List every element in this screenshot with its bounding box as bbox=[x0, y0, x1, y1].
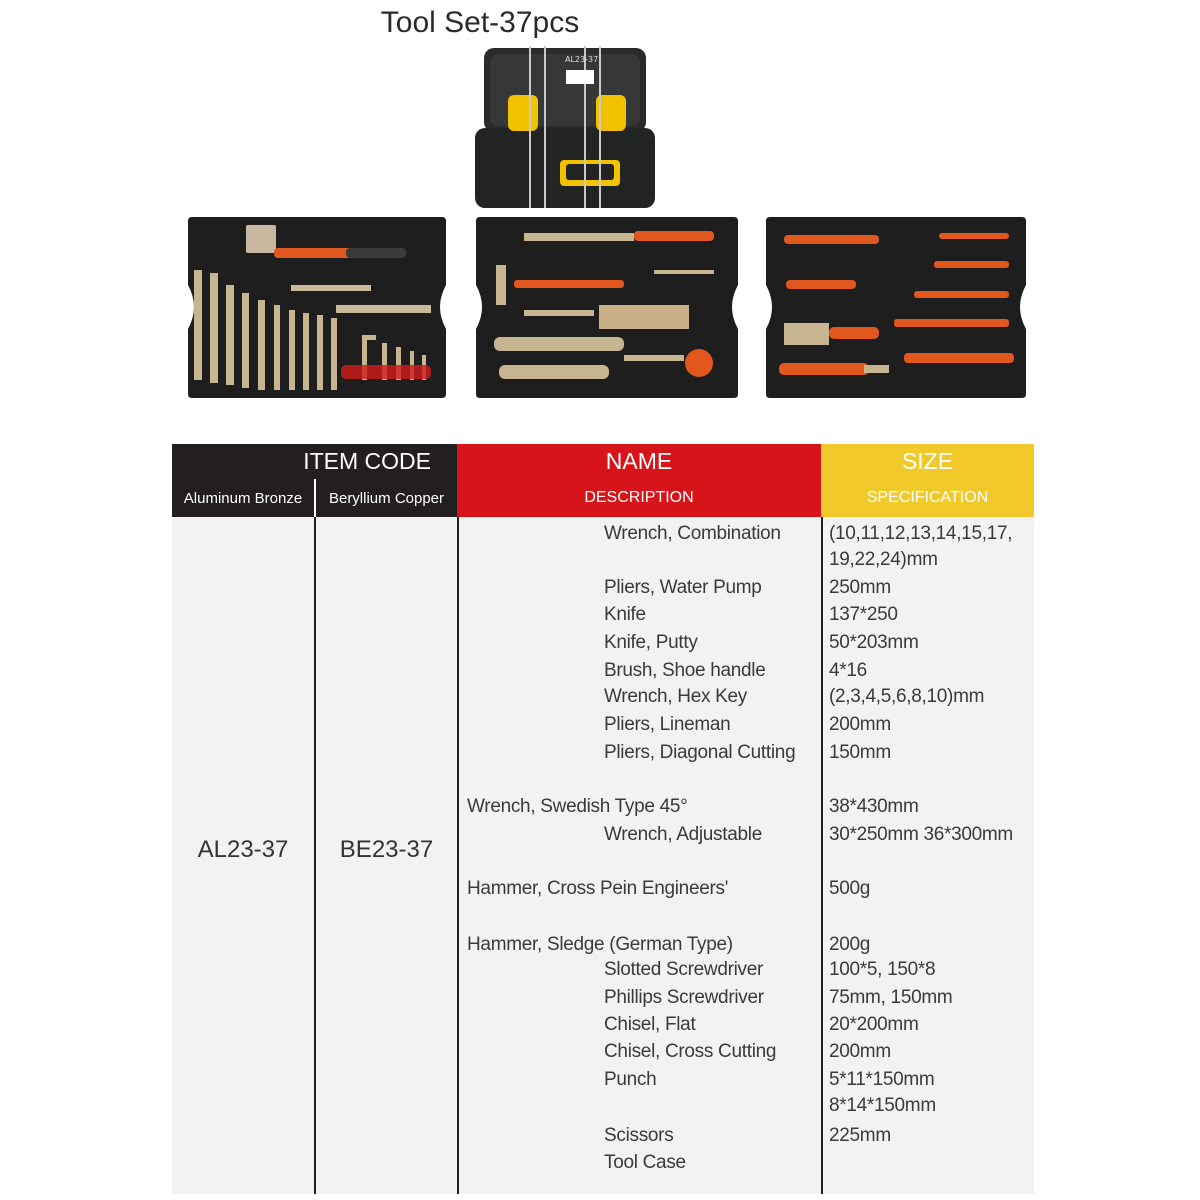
beryllium-copper-header: Beryllium Copper bbox=[316, 479, 457, 517]
name-header: NAME bbox=[457, 444, 821, 479]
row-spec: 50*203mm bbox=[829, 632, 919, 653]
size-header: SIZE bbox=[821, 444, 1034, 479]
row-spec: (10,11,12,13,14,15,17, bbox=[829, 523, 1013, 544]
row-name: Wrench, Swedish Type 45° bbox=[467, 796, 688, 817]
row-spec: 75mm, 150mm bbox=[829, 987, 953, 1008]
item-code-header: ITEM CODE bbox=[172, 444, 457, 479]
row-name: Hammer, Sledge (German Type) bbox=[467, 934, 733, 955]
row-spec: 250mm bbox=[829, 577, 891, 598]
row-name: Wrench, Combination bbox=[604, 523, 781, 544]
row-spec: 38*430mm bbox=[829, 796, 919, 817]
row-spec: 200g bbox=[829, 934, 871, 955]
row-spec: 19,22,24)mm bbox=[829, 549, 938, 570]
row-name: Wrench, Hex Key bbox=[604, 686, 747, 707]
row-name: Punch bbox=[604, 1069, 657, 1090]
tool-tray-left-image bbox=[186, 215, 448, 400]
row-name: Phillips Screwdriver bbox=[604, 987, 764, 1008]
row-name: Brush, Shoe handle bbox=[604, 660, 766, 681]
row-name: Pliers, Lineman bbox=[604, 714, 731, 735]
row-spec: 200mm bbox=[829, 1041, 891, 1062]
row-name: Knife, Putty bbox=[604, 632, 698, 653]
aluminum-bronze-header: Aluminum Bronze bbox=[172, 479, 314, 517]
be-code-value: BE23-37 bbox=[339, 836, 434, 863]
al-code-value: AL23-37 bbox=[197, 836, 289, 863]
row-name: Knife bbox=[604, 604, 646, 625]
specification-header: SPECIFICATION bbox=[821, 479, 1034, 517]
row-spec: 4*16 bbox=[829, 660, 867, 681]
tool-set-table bbox=[172, 444, 1034, 1194]
row-name: Wrench, Adjustable bbox=[604, 824, 762, 845]
page-title: Tool Set-37pcs bbox=[380, 6, 580, 39]
row-spec: 137*250 bbox=[829, 604, 898, 625]
row-spec: 30*250mm 36*300mm bbox=[829, 824, 1013, 845]
row-spec: 500g bbox=[829, 878, 871, 899]
row-name: Chisel, Cross Cutting bbox=[604, 1041, 777, 1062]
row-spec: 150mm bbox=[829, 742, 891, 763]
row-spec: 225mm bbox=[829, 1125, 891, 1146]
case-label: AL23-37 bbox=[565, 55, 599, 64]
row-name: Scissors bbox=[604, 1125, 674, 1146]
row-name: Pliers, Water Pump bbox=[604, 577, 762, 598]
row-name: Pliers, Diagonal Cutting bbox=[604, 742, 796, 763]
row-spec: 20*200mm bbox=[829, 1014, 919, 1035]
row-spec: 5*11*150mm bbox=[829, 1069, 935, 1090]
tool-case-image bbox=[470, 40, 660, 215]
description-header: DESCRIPTION bbox=[457, 479, 821, 517]
column-divider bbox=[457, 517, 459, 1194]
tool-tray-middle-image bbox=[474, 215, 740, 400]
tool-tray-right-image bbox=[764, 215, 1028, 400]
row-spec: 200mm bbox=[829, 714, 891, 735]
row-name: Chisel, Flat bbox=[604, 1014, 696, 1035]
row-name: Slotted Screwdriver bbox=[604, 959, 764, 980]
column-divider bbox=[821, 517, 823, 1194]
row-spec: 8*14*150mm bbox=[829, 1095, 936, 1116]
row-name: Tool Case bbox=[604, 1152, 686, 1173]
row-name: Hammer, Cross Pein Engineers' bbox=[467, 878, 729, 899]
row-spec: 100*5, 150*8 bbox=[829, 959, 936, 980]
row-spec: (2,3,4,5,6,8,10)mm bbox=[829, 686, 985, 707]
